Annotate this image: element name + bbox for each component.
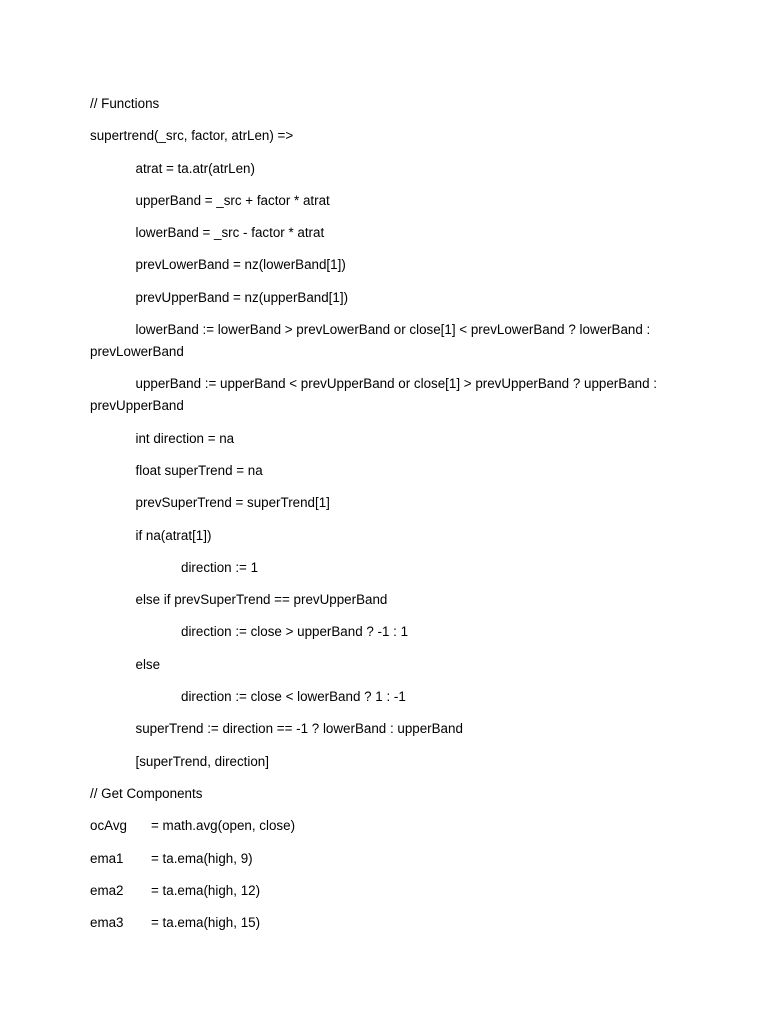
assignment-name: ema2 [90,882,124,898]
code-line: atrat = ta.atr(atrLen) [135,160,255,176]
code-line: direction := close > upperBand ? -1 : 1 [181,624,409,640]
code-line: superTrend := direction == -1 ? lowerBand : upperBand [135,721,463,737]
assignment-line [90,880,690,902]
assignment-name: ema1 [90,850,124,866]
code-block [90,93,690,944]
code-line: upperBand := upperBand < prevUpperBand or close[1] > prevUpperBand ? upperBand : prevUpperBand [90,376,661,414]
code-line: int direction = na [135,430,235,446]
code-line: // Functions [90,96,160,111]
code-line: supertrend(_src, factor, atrLen) => [90,128,294,144]
code-line: upperBand = _src + factor * atrat [135,192,330,208]
code-line: float superTrend = na [135,462,263,478]
assignment-name: ocAvg [90,818,127,834]
assignment-value: = ta.ema(high, 12) [151,882,261,898]
code-line: direction := 1 [181,559,259,575]
code-line: prevUpperBand = nz(upperBand[1]) [135,289,349,305]
assignment-line [90,848,690,870]
code-line: // Get Components [90,785,203,801]
code-line: lowerBand := lowerBand > prevLowerBand or close[1] < prevLowerBand ? lowerBand : prevLowerBand [90,322,654,360]
code-line: prevSuperTrend = superTrend[1] [135,495,330,511]
assignment-value: = ta.ema(high, 15) [151,915,261,931]
assignment-value: = ta.ema(high, 9) [151,850,253,866]
assignment-value: = math.avg(open, close) [151,818,296,834]
code-line: prevLowerBand = nz(lowerBand[1]) [135,257,346,273]
code-line: [superTrend, direction] [135,753,269,769]
code-line: else if prevSuperTrend == prevUpperBand [135,592,388,608]
code-line: else [135,656,161,672]
assignment-line [90,815,690,837]
code-line: lowerBand = _src - factor * atrat [135,225,325,241]
code-line: if na(atrat[1]) [135,527,212,543]
code-line: direction := close < lowerBand ? 1 : -1 [181,689,406,705]
assignment-line [90,912,690,934]
assignment-name: ema3 [90,915,124,931]
